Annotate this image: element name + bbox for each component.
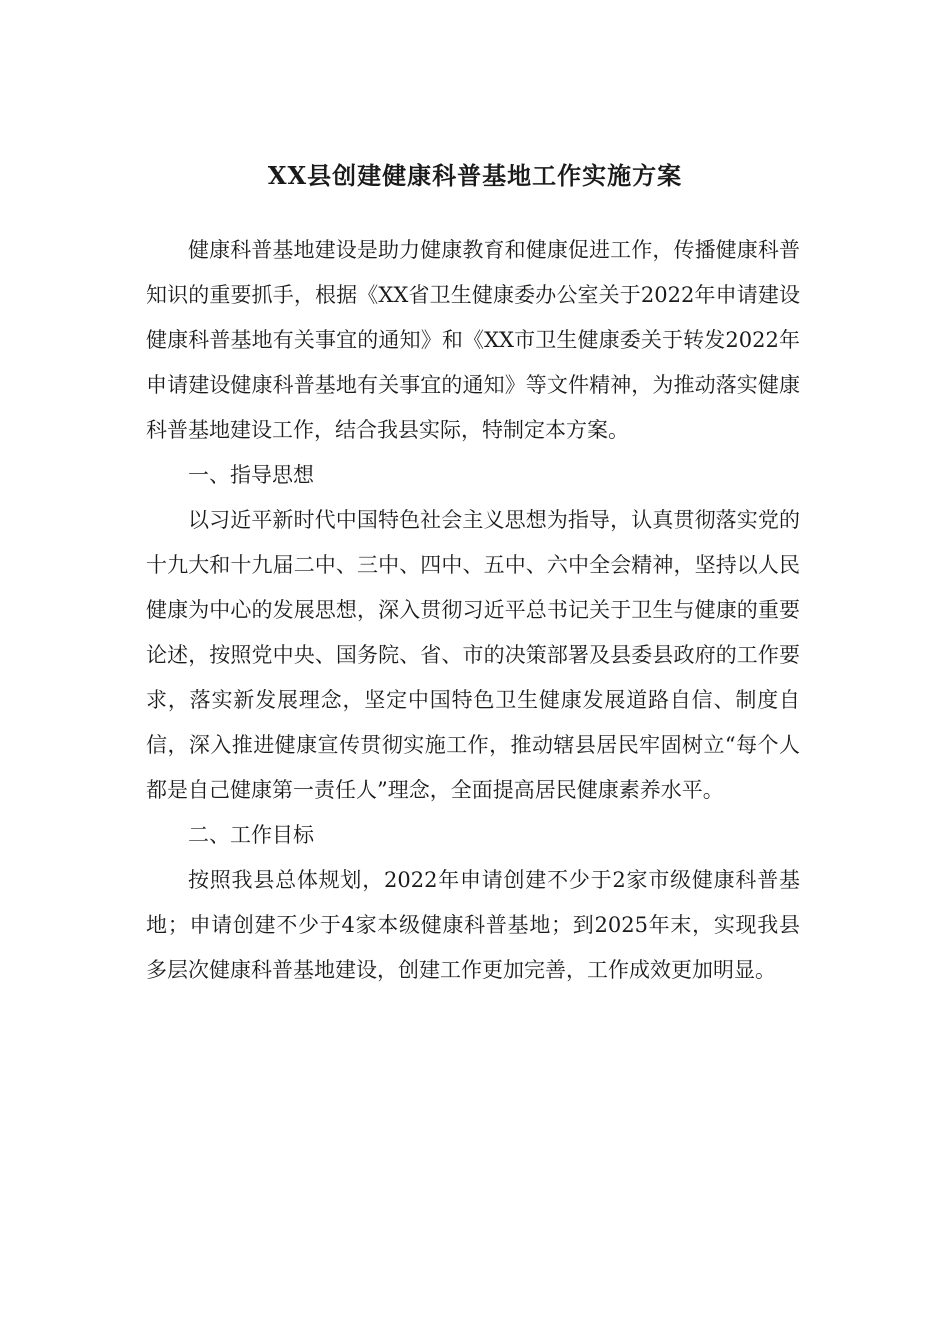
intro-paragraph: 健康科普基地建设是助力健康教育和健康促进工作，传播健康科普知识的重要抓手，根据《XX省卫生健康委办公室关于2022年申请建设健康科普基地有关事宜的通知》和《XX市卫生健康委关于转发2022年申请建设健康科普基地有关事宜的通知》等文件精神，为推动落实健康科普基地建设工作，结合我县实际，特制定本方案。 [146, 238, 800, 442]
section-heading-guiding-ideology: 一、指导思想 [188, 463, 314, 487]
guiding-ideology-paragraph: 以习近平新时代中国特色社会主义思想为指导，认真贯彻落实党的十九大和十九届二中、三中、四中、五中、六中全会精神，坚持以人民健康为中心的发展思想，深入贯彻习近平总书记关于卫生与健康的重要论述，按照党中央、国务院、省、市的决策部署及县委县政府的工作要求，落实新发展理念，坚定中国特色卫生健康发展道路自信、制度自信，深入推进健康宣传贯彻实施工作，推动辖县居民牢固树立“每个人都是自己健康第一责任人”理念，全面提高居民健康素养水平。 [146, 508, 800, 802]
work-goals-paragraph: 按照我县总体规划，2022年申请创建不少于2家市级健康科普基地；申请创建不少于4家本级健康科普基地；到2025年末，实现我县多层次健康科普基地建设，创建工作更加完善，工作成效更加明显。 [146, 868, 800, 982]
section-heading-work-goals: 二、工作目标 [188, 823, 314, 847]
document-body [146, 228, 800, 993]
document-title: XX县创建健康科普基地工作实施方案 [267, 161, 683, 190]
